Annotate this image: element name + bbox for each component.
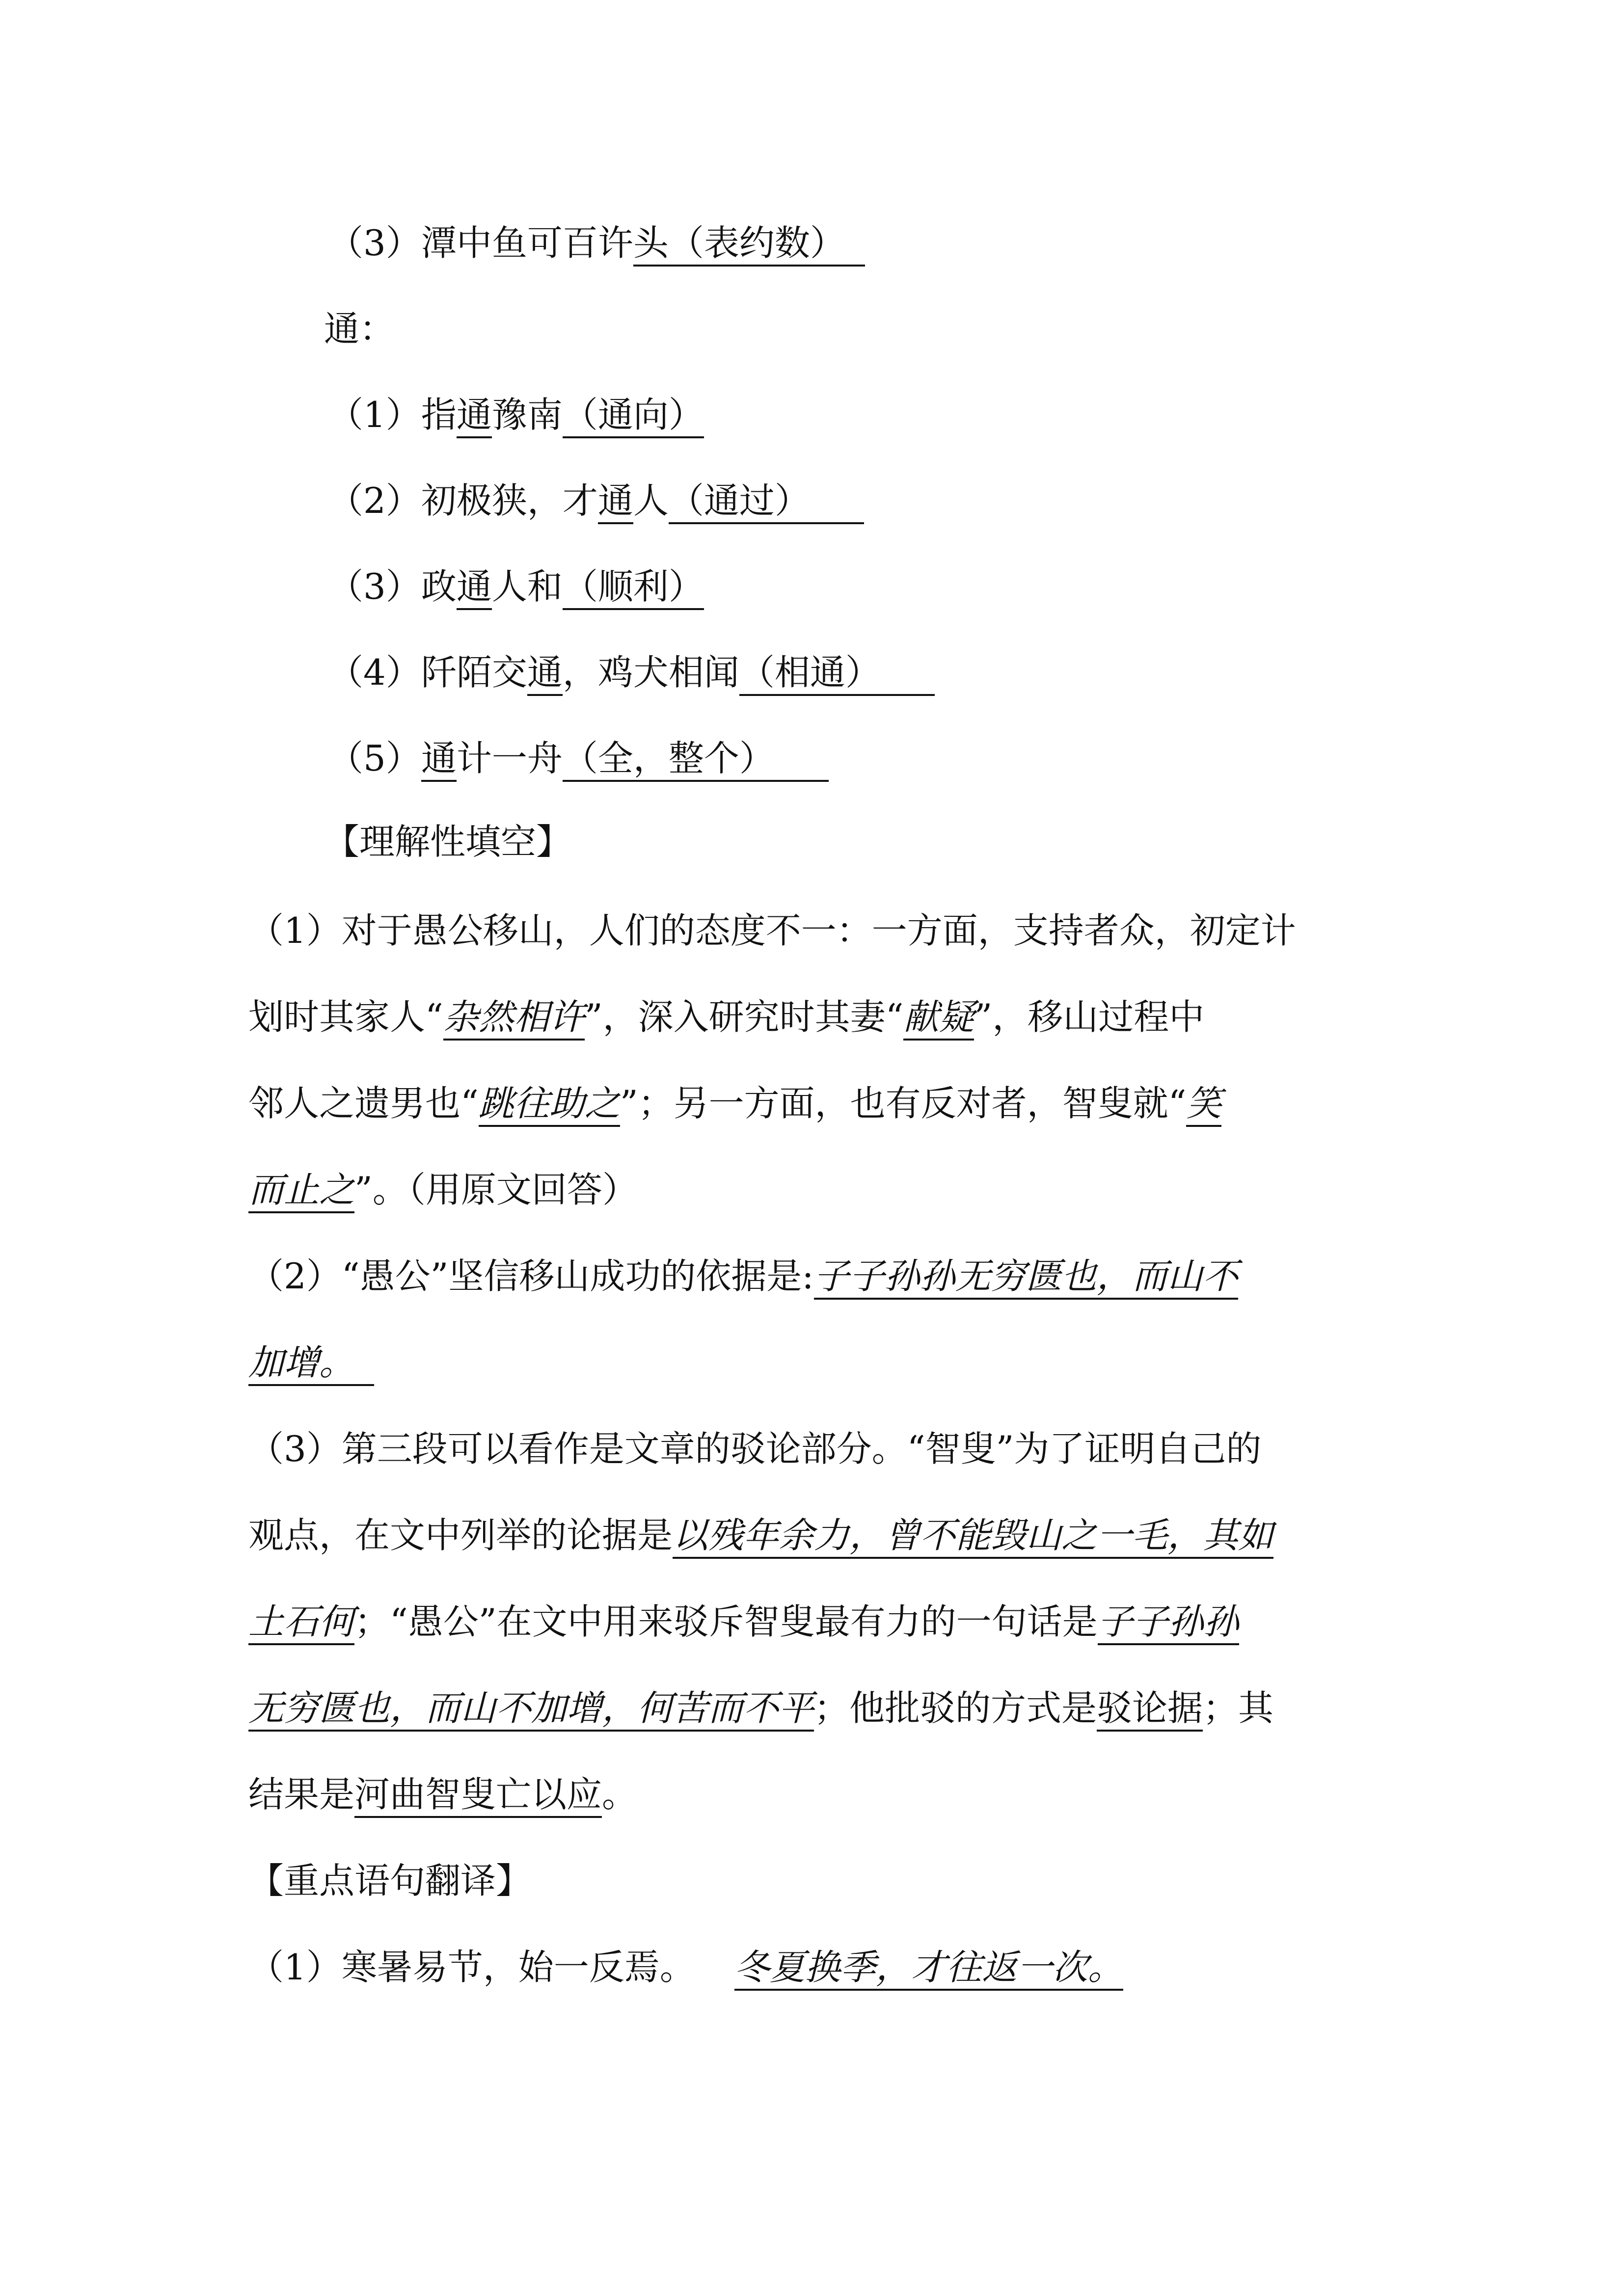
- tong-item-3: （3）政通人和（顺利）: [328, 563, 1477, 610]
- item-answer: （通向）: [563, 394, 704, 438]
- q3-line-4: 无穷匮也，而山不加增，何苦而不平；他批驳的方式是驳论据；其: [248, 1684, 1397, 1732]
- q3-line-2: 观点，在文中列举的论据是以残年余力，曾不能毁山之一毛，其如: [248, 1512, 1397, 1559]
- quote-answer: 杂然相许: [443, 996, 585, 1041]
- key-word: 通: [457, 566, 492, 610]
- q1-line-3: 邻人之遗男也“跳往助之”；另一方面，也有反对者，智叟就“笑: [248, 1080, 1397, 1127]
- quote-answer: 而止之: [248, 1169, 354, 1213]
- item-answer: （全，整个）: [563, 738, 829, 782]
- tong-item-1: （1）指通豫南（通向）: [328, 391, 1477, 438]
- item-number: （3）: [328, 222, 421, 264]
- quote-answer: 子子孙孙: [1098, 1601, 1239, 1645]
- quote-answer: 无穷匮也，而山不加增，何苦而不平: [248, 1687, 814, 1732]
- section-heading-understanding: 【理解性填空】: [324, 821, 572, 862]
- item-answer: （通过）: [669, 480, 864, 524]
- item-answer: （顺利）: [563, 566, 704, 610]
- quote-answer: 献疑: [903, 996, 974, 1041]
- section-heading-translation: 【重点语句翻译】: [248, 1860, 532, 1901]
- quote-answer: 以残年余力，曾不能毁山之一毛，其如: [673, 1515, 1273, 1559]
- key-word: 通: [421, 738, 457, 782]
- q1-line-2: 划时其家人“杂然相许”，深入研究时其妻“献疑”，移山过程中: [248, 993, 1397, 1041]
- quote-answer: 笑: [1186, 1083, 1221, 1127]
- q3-line-5: 结果是河曲智叟亡以应。: [248, 1771, 1397, 1818]
- quote-answer: 土石何: [248, 1601, 354, 1645]
- item-text: 潭中鱼可百许: [421, 222, 633, 264]
- quote-answer: 加增。: [248, 1342, 374, 1386]
- key-word: 通: [527, 652, 563, 696]
- tong-item-4: （4）阡陌交通，鸡犬相闻（相通）: [328, 649, 1477, 696]
- quote-answer: 河曲智叟亡以应: [354, 1774, 602, 1818]
- tong-label: 通：: [324, 308, 395, 349]
- q3-line-3: 土石何；“愚公”在文中用来驳斥智叟最有力的一句话是子子孙孙: [248, 1598, 1397, 1645]
- item-answer: 头（表约数）: [633, 222, 865, 267]
- q1-line-4: 而止之”。（用原文回答）: [248, 1166, 1397, 1213]
- q2-line-2: [248, 1339, 1397, 1386]
- q2-line-1: （2）“愚公”坚信移山成功的依据是:子子孙孙无穷匮也，而山不: [248, 1253, 1397, 1300]
- key-word: 通: [598, 480, 633, 524]
- tong-item-2: （2）初极狭，才通人（通过）: [328, 477, 1477, 524]
- quote-answer: 子子孙孙无穷匮也，而山不: [814, 1255, 1238, 1300]
- key-word: 通: [457, 394, 492, 438]
- item-tou: [328, 219, 1477, 267]
- item-answer: （相通）: [739, 652, 935, 696]
- quote-answer: 跳往助之: [479, 1083, 620, 1127]
- q3-line-1: （3）第三段可以看作是文章的驳论部分。“智叟”为了证明自己的: [248, 1428, 1262, 1469]
- translation-item-1: （1）寒暑易节，始一反焉。 冬夏换季，才往返一次。: [248, 1944, 1397, 1991]
- translation-answer: 冬夏换季，才往返一次。: [734, 1947, 1123, 1991]
- tong-item-5: （5）通计一舟（全，整个）: [328, 735, 1477, 782]
- q1-line-1: （1）对于愚公移山，人们的态度不一：一方面，支持者众，初定计: [248, 910, 1296, 951]
- quote-answer: 驳论据: [1097, 1687, 1203, 1732]
